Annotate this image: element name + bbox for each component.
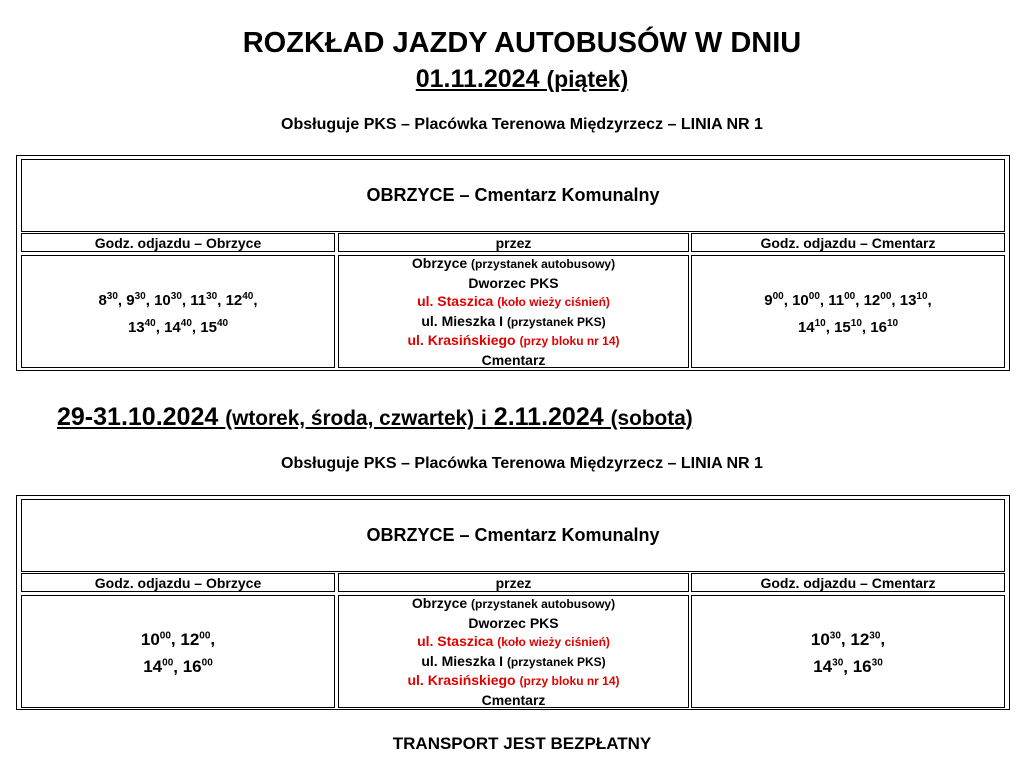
stop-item: Obrzyce (przystanek autobusowy) [411,595,616,611]
column-header-to: Godz. odjazdu – Cmentarz [691,573,1005,592]
time-line: $14^{00}$, $16^{00}$ [143,657,213,677]
operator-line-1: Obsługuje PKS – Placówka Terenowa Międzyrzecz – LINIA NR 1 [281,116,763,133]
departure-time: $12^{00}$ [180,629,211,649]
column-header-from: Godz. odjazdu – Obrzyce [21,233,335,252]
stop-item: ul. Mieszka I (przystanek PKS) [421,652,606,669]
timetable-2 [16,495,1010,710]
column-header-to: Godz. odjazdu – Cmentarz [691,233,1005,252]
footer-note: TRANSPORT JEST BEZPŁATNY [392,734,652,753]
departure-time: $16^{00}$ [182,657,213,677]
operator-line-2: Obsługuje PKS – Placówka Terenowa Międzyrzecz – LINIA NR 1 [281,455,763,472]
day2: (sobota) [610,407,693,430]
stop-item: Dworzec PKS [468,274,559,291]
departure-time: $15^{40}$ [200,317,229,336]
days: (wtorek, środa, czwartek) [225,407,475,430]
page-title: ROZKŁAD JAZDY AUTOBUSÓW W DNIU [242,27,802,59]
departure-time: $13^{10}$ [899,290,928,309]
departure-time: $14^{30}$ [813,657,844,677]
via-stops [338,255,689,368]
route-title: OBRZYCE – Cmentarz Komunalny [21,499,1005,572]
and-word: i [481,407,487,430]
stop-item: ul. Krasińskiego (przy bloku nr 14) [407,672,620,688]
stop-item: Dworzec PKS [468,614,559,631]
departure-time: $12^{40}$ [225,290,254,309]
time-line: $9^{00}$, $10^{00}$, $11^{00}$, $12^{00}$, $13^{10}$, [764,290,932,309]
departures-cmentarz [691,595,1005,708]
time-line: $14^{30}$, $16^{30}$ [813,657,883,677]
stop-item: ul. Krasińskiego (przy bloku nr 14) [407,332,620,348]
column-header-from: Godz. odjazdu – Obrzyce [21,573,335,592]
timetable-1 [16,155,1010,371]
stop-item: ul. Staszica (koło wieży ciśnień) [417,633,610,649]
departures-cmentarz [691,255,1005,368]
departure-time: $14^{40}$ [164,317,192,336]
departure-time: $10^{30}$ [154,290,182,309]
date: 01.11.2024 [415,65,540,93]
time-line: $13^{40}$, $14^{40}$, $15^{40}$ [127,317,229,336]
schedule-dates-2 [57,403,693,432]
schedule-date [0,65,1027,94]
stop-item: ul. Staszica (koło wieży ciśnień) [417,293,610,309]
departure-time: $13^{40}$ [127,317,156,336]
departure-time: $15^{10}$ [834,317,862,336]
departure-time: $9^{00}$ [764,290,784,309]
column-header-via: przez [338,233,689,252]
dates: 29-31.10.2024 [57,403,219,431]
column-header-via: przez [338,573,689,592]
departure-time: $16^{10}$ [870,317,899,336]
departure-time: $9^{30}$ [126,290,146,309]
stop-item: Obrzyce (przystanek autobusowy) [411,255,616,271]
stop-item: Cmentarz [481,351,546,368]
departure-time: $8^{30}$ [98,290,118,309]
time-line: $10^{00}$, $12^{00}$, [140,629,216,649]
via-stops [338,595,689,708]
departure-time: $10^{30}$ [810,629,841,649]
departure-time: $10^{00}$ [792,290,820,309]
departure-time: $16^{30}$ [852,657,883,677]
route-title: OBRZYCE – Cmentarz Komunalny [21,159,1005,232]
date2: 2.11.2024 [493,403,604,431]
departure-time: $11^{30}$ [190,290,218,309]
time-line: $10^{30}$, $12^{30}$, [810,629,886,649]
departures-obrzyce [21,595,335,708]
stop-item: ul. Mieszka I (przystanek PKS) [421,312,606,329]
departures-obrzyce [21,255,335,368]
departure-time: $14^{10}$ [797,317,826,336]
stop-item: Cmentarz [481,691,546,708]
departure-time: $12^{30}$ [850,629,881,649]
departure-time: $11^{00}$ [828,290,856,309]
departure-time: $12^{00}$ [863,290,892,309]
time-line: $14^{10}$, $15^{10}$, $16^{10}$ [797,317,899,336]
date-day: (piątek) [546,66,629,92]
departure-time: $14^{00}$ [143,657,174,677]
departure-time: $10^{00}$ [140,629,171,649]
time-line: $8^{30}$, $9^{30}$, $10^{30}$, $11^{30}$, $12^{40}$, [98,290,258,309]
